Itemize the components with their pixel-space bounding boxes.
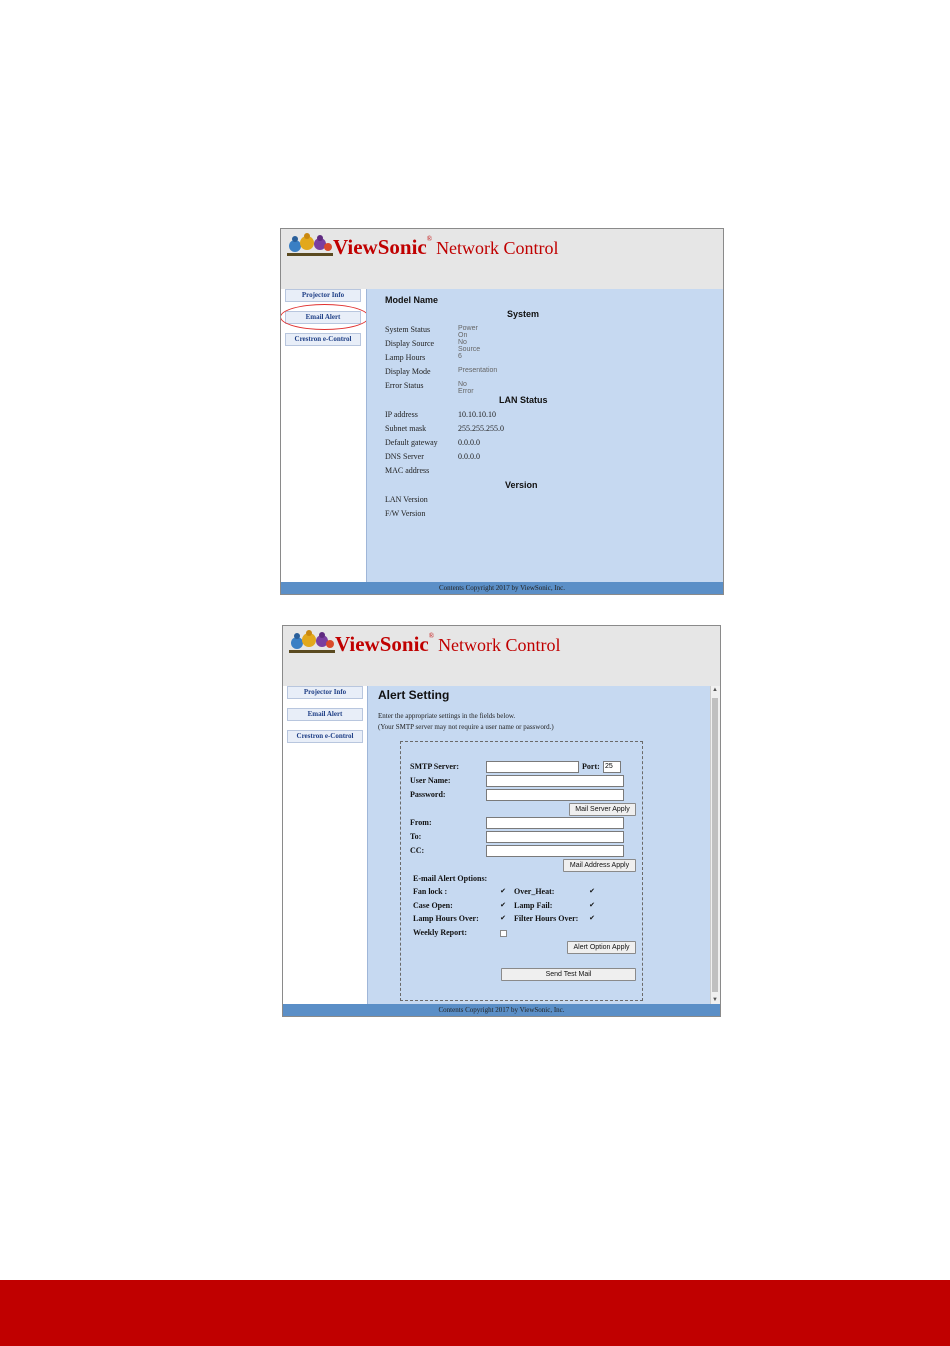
- logo-birds-icon: [287, 233, 333, 259]
- info-row-label: DNS Server: [385, 452, 424, 461]
- system-heading: System: [507, 309, 540, 319]
- info-row: [385, 381, 474, 395]
- info-row-label: Display Source: [385, 339, 435, 348]
- settings-form-box: [400, 741, 643, 1001]
- option-checkbox-lamp-fail[interactable]: ✔: [589, 901, 595, 909]
- option-checkbox-weekly-report[interactable]: [500, 930, 507, 937]
- copyright-footer: Contents Copyright 2017 by ViewSonic, Inc.: [283, 1004, 720, 1016]
- info-row-label: F/W Version: [385, 509, 426, 518]
- scroll-down-icon[interactable]: ▼: [712, 997, 718, 1003]
- email-alert-highlight: [280, 304, 369, 330]
- info-row-label: LAN Version: [385, 495, 428, 504]
- info-row-value: Presentation: [458, 367, 498, 374]
- info-row-label: IP address: [385, 410, 418, 419]
- option-checkbox-over-heat[interactable]: ✔: [589, 887, 595, 895]
- sidebar: [281, 289, 365, 582]
- info-row-value: No Error: [458, 381, 474, 395]
- user-name-label: User Name:: [410, 776, 451, 785]
- to-label: To:: [410, 832, 422, 841]
- info-row: [385, 509, 425, 518]
- password-label: Password:: [410, 790, 446, 799]
- alert-content-panel: [367, 686, 720, 1004]
- info-row-value: 0.0.0.0: [458, 452, 480, 461]
- info-row-value: No Source: [458, 339, 481, 353]
- info-content-panel: [366, 289, 723, 582]
- nav-crestron[interactable]: Crestron e-Control: [285, 333, 361, 346]
- scroll-up-icon[interactable]: ▲: [712, 687, 718, 693]
- smtp-server-label: SMTP Server:: [410, 762, 460, 771]
- info-row-value: 10.10.10.10: [458, 410, 496, 419]
- vertical-scrollbar[interactable]: [710, 686, 720, 1004]
- nav-email-alert[interactable]: Email Alert: [287, 708, 363, 721]
- to-input[interactable]: [486, 831, 624, 843]
- info-row-value: 0.0.0.0: [458, 438, 480, 447]
- info-row-label: Subnet mask: [385, 424, 427, 433]
- header-banner: [283, 626, 720, 686]
- brand-subtitle: Network Control: [436, 238, 559, 258]
- send-test-mail-button[interactable]: Send Test Mail: [501, 968, 636, 981]
- lan-status-heading: LAN Status: [499, 395, 548, 405]
- cc-input[interactable]: [486, 845, 624, 857]
- info-row-value: Power On: [458, 325, 478, 339]
- option-checkbox-case-open[interactable]: ✔: [500, 901, 506, 909]
- option-checkbox-fan-lock[interactable]: ✔: [500, 887, 506, 895]
- mail-server-apply-button[interactable]: Mail Server Apply: [569, 803, 636, 816]
- alert-options-heading: E-mail Alert Options:: [413, 874, 488, 883]
- version-heading: Version: [505, 480, 538, 490]
- info-row-label: Default gateway: [385, 438, 438, 447]
- instruction-text: Enter the appropriate settings in the fields below.: [378, 712, 516, 720]
- option-checkbox-filter-hours-over[interactable]: ✔: [589, 914, 595, 922]
- info-row: [385, 452, 480, 461]
- option-label-over-heat: Over_Heat:: [514, 887, 555, 896]
- info-row: [385, 367, 498, 376]
- header-banner: [281, 229, 723, 289]
- from-input[interactable]: [486, 817, 624, 829]
- info-row-value: 6: [458, 353, 462, 360]
- from-label: From:: [410, 818, 432, 827]
- info-row-label: System Status: [385, 325, 431, 334]
- cc-label: CC:: [410, 846, 425, 855]
- port-input[interactable]: 25: [603, 761, 621, 773]
- alert-setting-screenshot: [282, 625, 721, 1017]
- info-row: [385, 466, 429, 475]
- nav-projector-info[interactable]: Projector Info: [287, 686, 363, 699]
- copyright-footer: Contents Copyright 2017 by ViewSonic, Inc.: [281, 582, 723, 594]
- logo-birds-icon: [289, 630, 335, 656]
- info-row-label: Lamp Hours: [385, 353, 426, 362]
- info-row: [385, 353, 462, 362]
- nav-projector-info[interactable]: Projector Info: [285, 289, 361, 302]
- instruction-note: (Your SMTP server may not require a user name or password.): [378, 723, 554, 731]
- nav-crestron[interactable]: Crestron e-Control: [287, 730, 363, 743]
- option-label-lamp-fail: Lamp Fail:: [514, 901, 553, 910]
- info-row-label: Display Mode: [385, 367, 431, 376]
- info-row: [385, 325, 478, 339]
- scrollbar-thumb[interactable]: [712, 698, 718, 992]
- model-name-label: Model Name: [385, 295, 439, 305]
- info-row: [385, 424, 504, 433]
- sidebar: [283, 686, 367, 1004]
- option-label-lamp-hours-over: Lamp Hours Over:: [413, 914, 479, 923]
- alert-setting-title: Alert Setting: [378, 688, 450, 702]
- mail-address-apply-button[interactable]: Mail Address Apply: [563, 859, 636, 872]
- smtp-server-input[interactable]: [486, 761, 579, 773]
- brand-name: ViewSonic: [333, 235, 427, 259]
- logo-wordmark: [335, 632, 561, 657]
- info-row: [385, 339, 481, 353]
- info-row-label: MAC address: [385, 466, 430, 475]
- info-row-label: Error Status: [385, 381, 424, 390]
- user-name-input[interactable]: [486, 775, 624, 787]
- info-row: [385, 495, 428, 504]
- option-label-fan-lock: Fan lock :: [413, 887, 448, 896]
- registered-mark: ®: [426, 235, 433, 243]
- projector-info-screenshot: [280, 228, 724, 595]
- brand-subtitle: Network Control: [438, 635, 561, 655]
- port-label: Port:: [582, 762, 600, 771]
- option-checkbox-lamp-hours-over[interactable]: ✔: [500, 914, 506, 922]
- info-row: [385, 410, 496, 419]
- option-label-filter-hours-over: Filter Hours Over:: [514, 914, 579, 923]
- registered-mark: ®: [428, 632, 435, 640]
- page-footer-bar: [0, 1280, 950, 1346]
- logo-wordmark: [333, 235, 559, 260]
- info-row: [385, 438, 480, 447]
- password-input[interactable]: [486, 789, 624, 801]
- option-label-weekly-report: Weekly Report:: [413, 928, 467, 937]
- brand-name: ViewSonic: [335, 632, 429, 656]
- alert-option-apply-button[interactable]: Alert Option Apply: [567, 941, 636, 954]
- info-row-value: 255.255.255.0: [458, 424, 504, 433]
- nav-email-alert[interactable]: Email Alert: [285, 311, 361, 324]
- option-label-case-open: Case Open:: [413, 901, 453, 910]
